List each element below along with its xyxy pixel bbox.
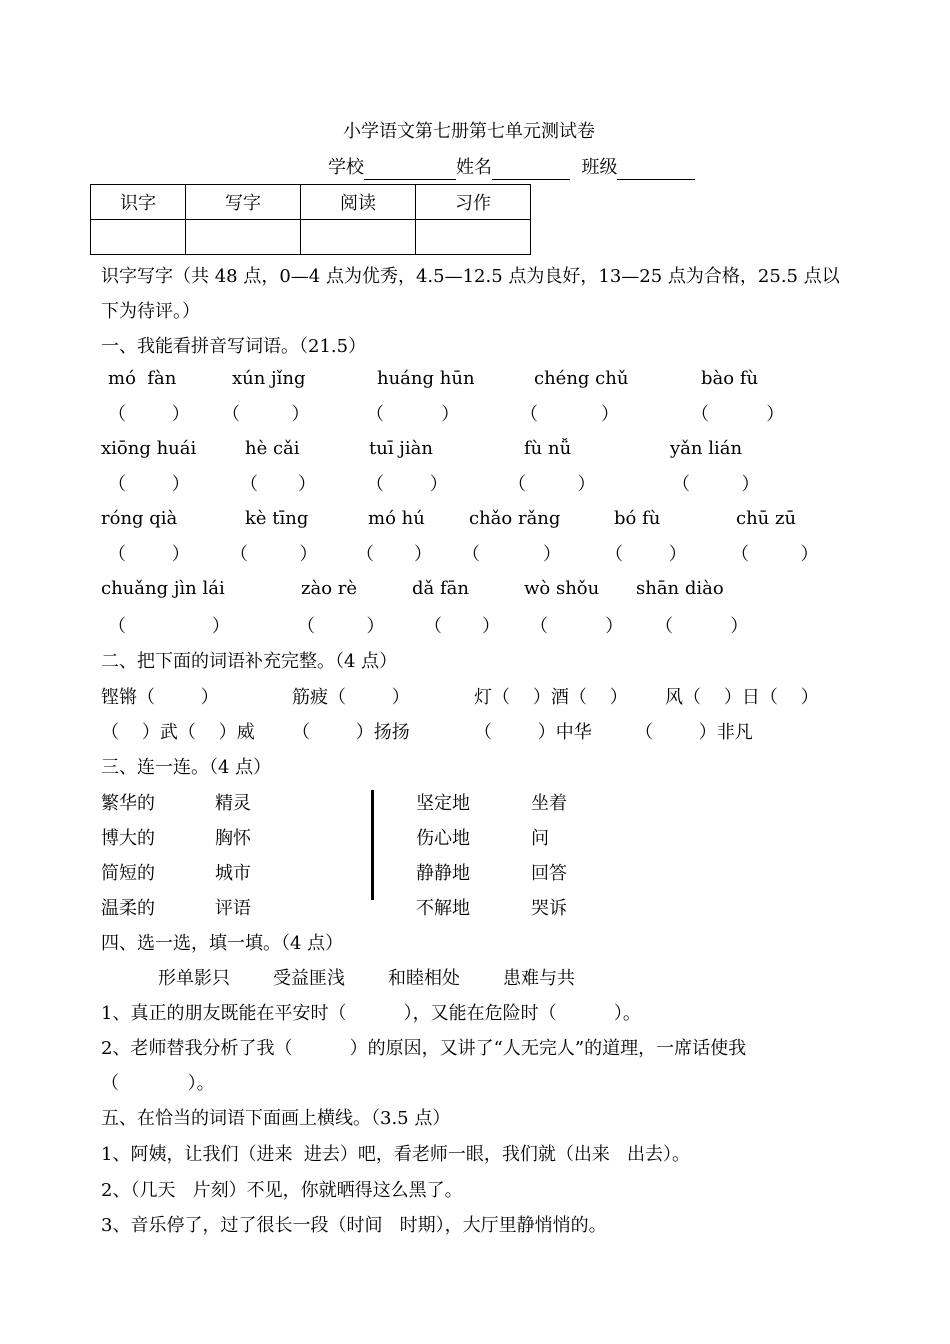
answer-paren[interactable]: （ ） [462,544,561,565]
pinyin-item: xiōng huái [101,438,197,459]
answer-paren[interactable]: （ ） [508,474,596,495]
pinyin-item: shān diào [636,578,724,599]
answer-paren[interactable]: （ ） [520,404,619,425]
word-option: 形单影只 [158,968,230,989]
section2-title: 二、把下面的词语补充完整。（4 点） [101,651,398,672]
pinyin-item: wò shǒu [524,578,600,599]
student-info-line [328,156,695,180]
score-table [90,184,531,255]
match-item-left[interactable]: 简短的 [101,863,155,884]
pinyin-item: xún jǐng [232,368,306,389]
class-label: 班级 [581,157,618,178]
answer-paren[interactable]: （ ） [366,404,460,425]
score-value-cell[interactable] [186,220,301,255]
answer-paren[interactable]: （ ） [605,544,687,565]
answer-paren[interactable]: （ ） [424,616,501,637]
answer-paren[interactable]: （ ） [222,404,310,425]
match-item-left[interactable]: 评语 [215,898,251,919]
idiom-blank[interactable]: （ ）扬扬 [292,722,410,743]
pinyin-item: yǎn lián [670,438,743,459]
idiom-blank[interactable]: （ ）非凡 [635,722,753,743]
answer-paren[interactable]: （ ） [108,474,190,495]
match-item-right[interactable]: 哭诉 [531,898,567,919]
score-value-cell[interactable] [91,220,186,255]
pinyin-item: bào fù [701,368,759,389]
idiom-blank[interactable]: 铿锵（ ） [101,687,219,708]
answer-paren[interactable]: （ ） [240,474,317,495]
grading-note-line1: 识字写字（共 48 点，0—4 点为优秀，4.5—12.5 点为良好，13—25 点为合格，25.5 点以 [101,266,840,287]
underline-question-2[interactable]: 2、（几天 片刻）不见，你就晒得这么黑了。 [101,1180,463,1201]
pinyin-item: tuī jiàn [369,438,433,459]
pinyin-item: mó hú [368,508,425,529]
match-item-left[interactable]: 胸怀 [215,828,251,849]
section5-title: 五、在恰当的词语下面画上横线。（3.5 点） [101,1108,451,1129]
section4-title: 四、选一选，填一填。（4 点） [101,933,344,954]
answer-paren[interactable]: （ ） [108,616,230,637]
score-header-cell: 写字 [186,185,301,220]
pinyin-item: hè cǎi [245,438,300,459]
grading-note-line2: 下为待评。） [101,301,200,322]
pinyin-item: róng qià [101,508,178,529]
name-label: 姓名 [456,157,492,178]
pinyin-item: fù nǚ [524,438,572,459]
fill-question-2[interactable]: 2、老师替我分析了我（ ）的原因，又讲了“人无完人”的道理，一席话使我 [101,1038,747,1059]
score-value-cell[interactable] [301,220,416,255]
match-item-right[interactable]: 静静地 [416,863,470,884]
match-item-left[interactable]: 繁华的 [101,793,155,814]
score-header-cell: 阅读 [301,185,416,220]
match-item-right[interactable]: 不解地 [416,898,470,919]
underline-question-1[interactable]: 1、阿姨，让我们（进来 进去）吧，看老师一眼，我们就（出来 出去）。 [101,1144,691,1165]
idiom-blank[interactable]: 风（ ）日（ ） [665,687,819,708]
idiom-blank[interactable]: （ ）中华 [474,722,592,743]
school-blank[interactable] [364,159,456,180]
match-item-left[interactable]: 博大的 [101,828,155,849]
pinyin-item: dǎ fān [412,578,469,599]
pinyin-item: chéng chǔ [534,368,629,389]
score-header-cell: 识字 [91,185,186,220]
match-item-left[interactable]: 精灵 [215,793,251,814]
answer-paren[interactable]: （ ） [655,616,749,637]
fill-question-2-cont[interactable]: （ ）。 [101,1073,215,1094]
fill-question-1[interactable]: 1、真正的朋友既能在平安时（ ），又能在危险时（ ）。 [101,1003,641,1024]
pinyin-item: bó fù [614,508,661,529]
match-item-right[interactable]: 坚定地 [416,793,470,814]
idiom-blank[interactable]: （ ）武（ ）威 [101,722,255,743]
pinyin-item: kè tīng [245,508,309,529]
answer-paren[interactable]: （ ） [297,616,385,637]
match-item-right[interactable]: 伤心地 [416,828,470,849]
pinyin-item: mó fàn [108,368,177,389]
school-label: 学校 [328,157,364,178]
answer-paren[interactable]: （ ） [230,544,318,565]
name-blank[interactable] [492,159,570,180]
idiom-blank[interactable]: 灯（ ）酒（ ） [474,687,628,708]
score-value-cell[interactable] [416,220,531,255]
pinyin-item: chuǎng jìn lái [101,578,225,599]
pinyin-item: chǎo rǎng [469,508,561,529]
answer-paren[interactable]: （ ） [691,404,785,425]
answer-paren[interactable]: （ ） [356,544,433,565]
pinyin-item: zào rè [301,578,358,599]
match-item-left[interactable]: 城市 [215,863,251,884]
word-option: 受益匪浅 [273,968,345,989]
column-divider [371,790,374,900]
match-item-right[interactable]: 回答 [531,863,567,884]
page-title: 小学语文第七册第七单元测试卷 [343,121,595,142]
section1-title: 一、我能看拼音写词语。（21.5） [101,336,367,357]
match-item-right[interactable]: 坐着 [531,793,567,814]
class-blank[interactable] [617,159,695,180]
idiom-blank[interactable]: 筋疲（ ） [292,687,410,708]
section3-title: 三、连一连。（4 点） [101,757,272,778]
answer-paren[interactable]: （ ） [672,474,760,495]
score-header-cell: 习作 [416,185,531,220]
score-table-header-row [91,185,531,220]
word-option: 患难与共 [503,968,575,989]
answer-paren[interactable]: （ ） [731,544,819,565]
underline-question-3[interactable]: 3、音乐停了，过了很长一段（时间 时期），大厅里静悄悄的。 [101,1215,607,1236]
pinyin-item: chū zū [736,508,797,529]
word-option: 和睦相处 [388,968,460,989]
answer-paren[interactable]: （ ） [108,544,190,565]
match-item-right[interactable]: 问 [531,828,549,849]
pinyin-item: huáng hūn [377,368,475,389]
answer-paren[interactable]: （ ） [366,474,448,495]
score-table-value-row [91,220,531,255]
answer-paren[interactable]: （ ） [108,404,190,425]
answer-paren[interactable]: （ ） [530,616,624,637]
match-item-left[interactable]: 温柔的 [101,898,155,919]
